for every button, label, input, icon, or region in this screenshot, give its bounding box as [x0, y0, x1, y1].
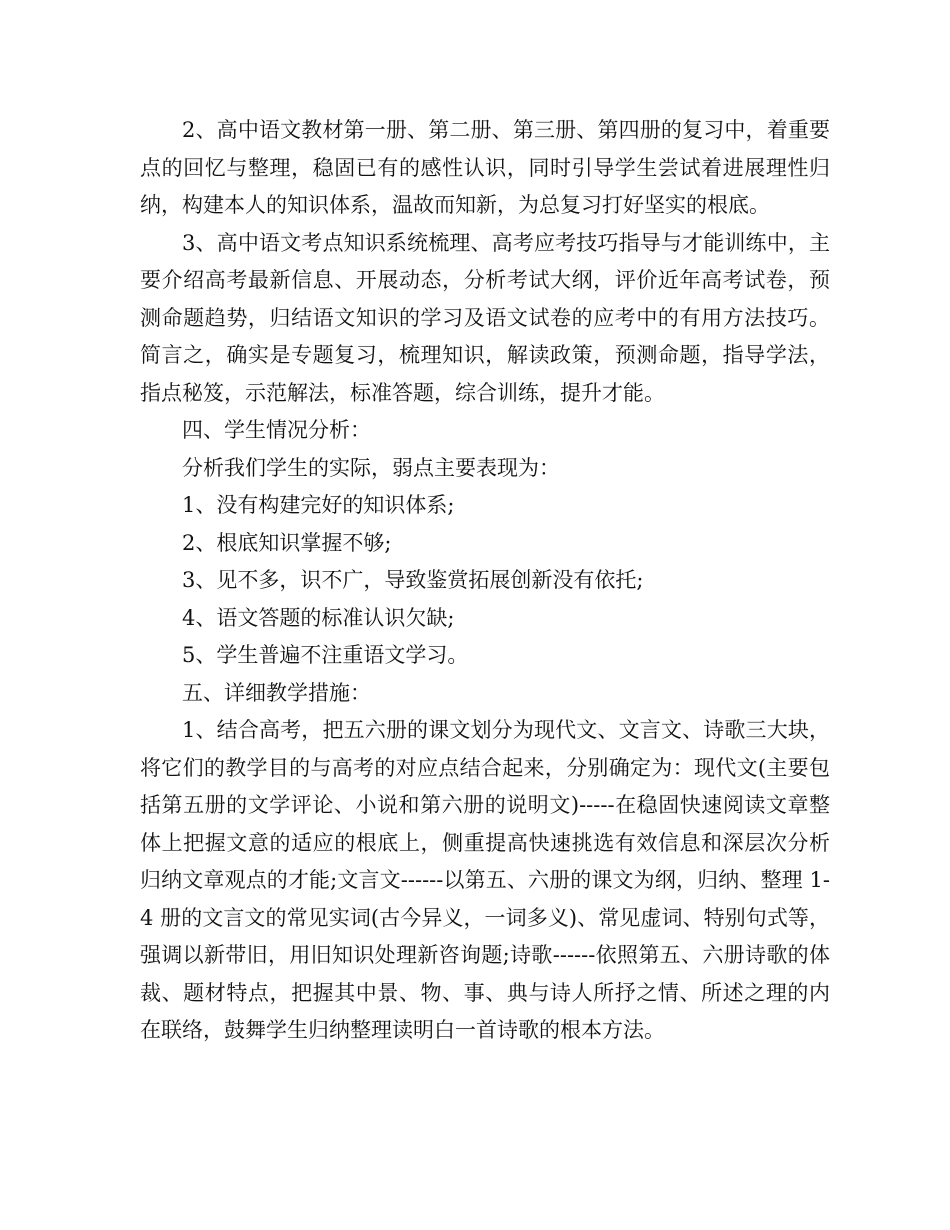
paragraph-review-textbooks: 2、高中语文教材第一册、第二册、第三册、第四册的复习中，着重要点的回忆与整理，稳固已有的感性认识，同时引导学生尝试着进展理性归纳，构建本人的知识体系，温故而知新，为总复习打好坚实的根底。	[140, 118, 830, 217]
list-item-weakness-5: 5、学生普遍不注重语文学习。	[182, 643, 469, 667]
paragraph-exam-points: 3、高中语文考点知识系统梳理、高考应考技巧指导与才能训练中，主要介绍高考最新信息、开展动态，分析考试大纲，评价近年高考试卷，预测命题趋势，归结语文知识的学习及语文试卷的应考中的有用方法技巧。简言之，确实是专题复习，梳理知识，解读政策，预测命题，指导学法，指点秘笈，示范解法，标准答题，综合训练，提升才能。	[140, 230, 830, 405]
document-body	[140, 112, 830, 1050]
section-heading-student-analysis: 四、学生情况分析：	[182, 418, 371, 442]
list-item-weakness-4: 4、语文答题的标准认识欠缺;	[182, 605, 455, 630]
list-item-weakness-3: 3、见不多，识不广，导致鉴赏拓展创新没有依托;	[182, 568, 644, 592]
paragraph-measure-1: 1、结合高考，把五六册的课文划分为现代文、文言文、诗歌三大块，将它们的教学目的与高考的对应点结合起来，分别确定为：现代文(主要包括第五册的文学评论、小说和第六册的说明文)-----在稳固快速阅读文章整体上把握文意的适应的根底上，侧重提高快速挑选有效信息和深层次分析归纳文章观点的才能;文言文------以第五、六册的课文为纲，归纳、整理 1-4 册的文言文的常见实词(古今异义，一词多义)、常见虚词、特别句式等，强调以新带旧，用旧知识处理新咨询题;诗歌------依照第五、六册诗歌的体裁、题材特点，把握其中景、物、事、典与诗人所抒之情、所述之理的内在联络，鼓舞学生归纳整理读明白一首诗歌的根本方法。	[140, 718, 830, 1042]
section-heading-teaching-measures: 五、详细教学措施：	[182, 680, 371, 705]
list-item-weakness-1: 1、没有构建完好的知识体系;	[182, 493, 455, 517]
list-item-weakness-2: 2、根底知识掌握不够;	[182, 530, 392, 555]
paragraph-analysis-intro: 分析我们学生的实际，弱点主要表现为：	[182, 455, 560, 480]
